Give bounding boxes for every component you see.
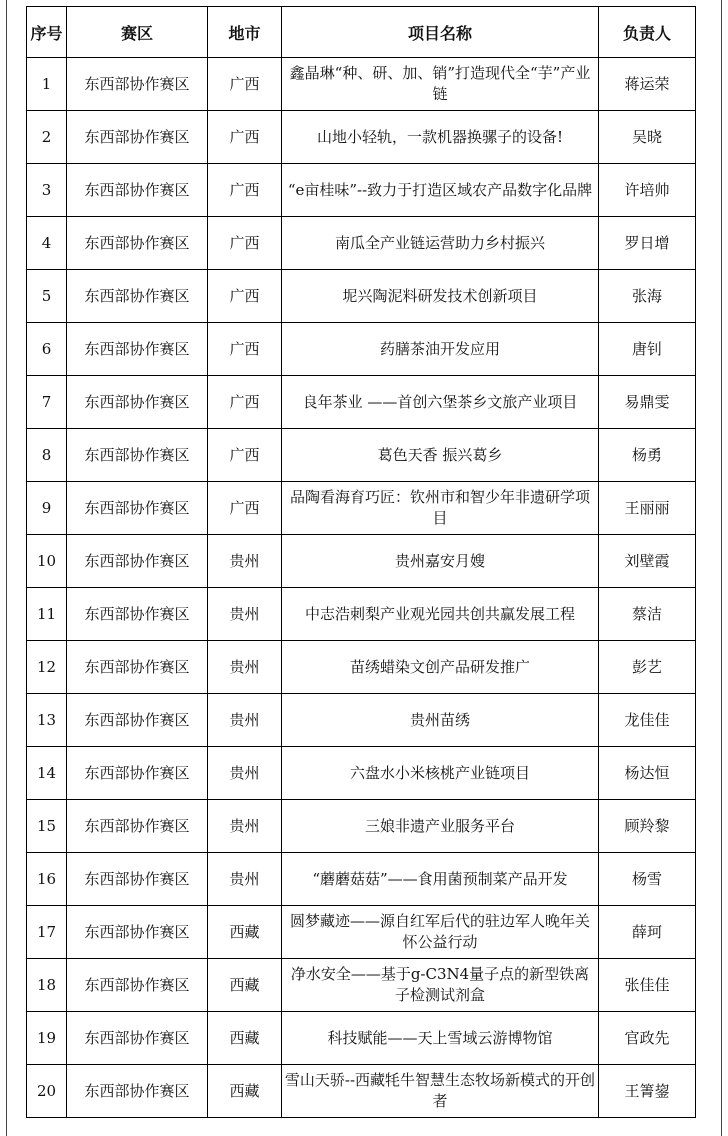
cell-project-name: 雪山天骄--西藏牦牛智慧生态牧场新模式的开创者 — [282, 1065, 599, 1118]
cell-region: 东西部协作赛区 — [67, 641, 208, 694]
cell-project-name: “e亩桂味”--致力于打造区域农产品数字化品牌 — [282, 164, 599, 217]
header-leader: 负责人 — [599, 7, 696, 58]
cell-project-name: 科技赋能——天上雪域云游博物馆 — [282, 1012, 599, 1065]
table-row — [27, 323, 696, 376]
table-row — [27, 1012, 696, 1065]
cell-project-name: 药膳茶油开发应用 — [282, 323, 599, 376]
table-row — [27, 959, 696, 1012]
cell-city: 广西 — [208, 270, 282, 323]
cell-seq: 8 — [27, 429, 67, 482]
cell-leader: 蒋运荣 — [599, 58, 696, 111]
cell-region: 东西部协作赛区 — [67, 164, 208, 217]
cell-region: 东西部协作赛区 — [67, 694, 208, 747]
table-row — [27, 535, 696, 588]
cell-seq: 9 — [27, 482, 67, 535]
cell-project-name: 中志浩刺梨产业观光园共创共赢发展工程 — [282, 588, 599, 641]
header-project-name: 项目名称 — [282, 7, 599, 58]
cell-city: 广西 — [208, 164, 282, 217]
cell-city: 广西 — [208, 482, 282, 535]
cell-city: 西藏 — [208, 1065, 282, 1118]
cell-leader: 唐钊 — [599, 323, 696, 376]
cell-region: 东西部协作赛区 — [67, 376, 208, 429]
table-row — [27, 747, 696, 800]
cell-seq: 17 — [27, 906, 67, 959]
cell-project-name: 山地小轻轨，一款机器换骡子的设备! — [282, 111, 599, 164]
cell-city: 贵州 — [208, 694, 282, 747]
cell-city: 贵州 — [208, 800, 282, 853]
cell-seq: 13 — [27, 694, 67, 747]
cell-seq: 16 — [27, 853, 67, 906]
table-row — [27, 376, 696, 429]
cell-project-name: 贵州苗绣 — [282, 694, 599, 747]
cell-seq: 11 — [27, 588, 67, 641]
table-row — [27, 641, 696, 694]
cell-seq: 14 — [27, 747, 67, 800]
table-row — [27, 906, 696, 959]
cell-city: 广西 — [208, 58, 282, 111]
cell-region: 东西部协作赛区 — [67, 906, 208, 959]
table-row — [27, 217, 696, 270]
cell-region: 东西部协作赛区 — [67, 217, 208, 270]
cell-seq: 3 — [27, 164, 67, 217]
page-edge-right — [721, 0, 722, 1136]
header-region: 赛区 — [67, 7, 208, 58]
table-row — [27, 588, 696, 641]
cell-leader: 龙佳佳 — [599, 694, 696, 747]
cell-seq: 18 — [27, 959, 67, 1012]
cell-project-name: 圆梦藏迹——源自红军后代的驻边军人晚年关怀公益行动 — [282, 906, 599, 959]
table-row — [27, 482, 696, 535]
header-seq: 序号 — [27, 7, 67, 58]
table-row — [27, 694, 696, 747]
cell-project-name: 贵州嘉安月嫂 — [282, 535, 599, 588]
cell-region: 东西部协作赛区 — [67, 800, 208, 853]
cell-seq: 7 — [27, 376, 67, 429]
cell-seq: 6 — [27, 323, 67, 376]
cell-leader: 蔡洁 — [599, 588, 696, 641]
cell-project-name: 南瓜全产业链运营助力乡村振兴 — [282, 217, 599, 270]
table-row — [27, 164, 696, 217]
cell-region: 东西部协作赛区 — [67, 111, 208, 164]
header-city: 地市 — [208, 7, 282, 58]
cell-city: 西藏 — [208, 1012, 282, 1065]
cell-leader: 官政先 — [599, 1012, 696, 1065]
cell-leader: 许培帅 — [599, 164, 696, 217]
cell-city: 西藏 — [208, 906, 282, 959]
cell-seq: 15 — [27, 800, 67, 853]
cell-city: 西藏 — [208, 959, 282, 1012]
cell-region: 东西部协作赛区 — [67, 535, 208, 588]
cell-project-name: 六盘水小米核桃产业链项目 — [282, 747, 599, 800]
projects-table — [26, 6, 696, 1118]
table-row — [27, 270, 696, 323]
cell-region: 东西部协作赛区 — [67, 429, 208, 482]
table-row — [27, 853, 696, 906]
cell-leader: 王丽丽 — [599, 482, 696, 535]
header-row — [27, 7, 696, 58]
cell-project-name: 鑫晶琳“种、研、加、销”打造现代全“芋”产业链 — [282, 58, 599, 111]
cell-region: 东西部协作赛区 — [67, 1065, 208, 1118]
cell-city: 广西 — [208, 217, 282, 270]
cell-city: 贵州 — [208, 853, 282, 906]
cell-region: 东西部协作赛区 — [67, 853, 208, 906]
table-row — [27, 58, 696, 111]
cell-city: 广西 — [208, 111, 282, 164]
table-row — [27, 1065, 696, 1118]
table-row — [27, 429, 696, 482]
cell-seq: 10 — [27, 535, 67, 588]
cell-region: 东西部协作赛区 — [67, 58, 208, 111]
cell-seq: 2 — [27, 111, 67, 164]
cell-leader: 薛珂 — [599, 906, 696, 959]
cell-city: 贵州 — [208, 747, 282, 800]
cell-region: 东西部协作赛区 — [67, 1012, 208, 1065]
table-row — [27, 800, 696, 853]
cell-leader: 王箐鋆 — [599, 1065, 696, 1118]
cell-leader: 杨勇 — [599, 429, 696, 482]
cell-city: 广西 — [208, 429, 282, 482]
cell-project-name: 三娘非遗产业服务平台 — [282, 800, 599, 853]
cell-leader: 罗日增 — [599, 217, 696, 270]
cell-leader: 刘壁霞 — [599, 535, 696, 588]
cell-project-name: 良年茶业 ——首创六堡茶乡文旅产业项目 — [282, 376, 599, 429]
cell-seq: 5 — [27, 270, 67, 323]
cell-leader: 张佳佳 — [599, 959, 696, 1012]
cell-city: 贵州 — [208, 641, 282, 694]
cell-seq: 4 — [27, 217, 67, 270]
cell-region: 东西部协作赛区 — [67, 588, 208, 641]
cell-project-name: 苗绣蜡染文创产品研发推广 — [282, 641, 599, 694]
table-row — [27, 111, 696, 164]
cell-city: 广西 — [208, 323, 282, 376]
cell-region: 东西部协作赛区 — [67, 323, 208, 376]
cell-project-name: 坭兴陶泥料研发技术创新项目 — [282, 270, 599, 323]
cell-region: 东西部协作赛区 — [67, 747, 208, 800]
cell-project-name: “蘑蘑菇菇”——食用菌预制菜产品开发 — [282, 853, 599, 906]
cell-leader: 杨达恒 — [599, 747, 696, 800]
cell-leader: 吴晓 — [599, 111, 696, 164]
cell-project-name: 品陶看海育巧匠：钦州市和智少年非遗研学项目 — [282, 482, 599, 535]
cell-leader: 顾羚黎 — [599, 800, 696, 853]
cell-project-name: 葛色天香 振兴葛乡 — [282, 429, 599, 482]
cell-city: 贵州 — [208, 588, 282, 641]
page-edge-left — [6, 0, 7, 1136]
cell-seq: 12 — [27, 641, 67, 694]
cell-leader: 杨雪 — [599, 853, 696, 906]
cell-seq: 20 — [27, 1065, 67, 1118]
cell-city: 贵州 — [208, 535, 282, 588]
cell-seq: 1 — [27, 58, 67, 111]
cell-city: 广西 — [208, 376, 282, 429]
cell-leader: 张海 — [599, 270, 696, 323]
cell-leader: 易鼎雯 — [599, 376, 696, 429]
cell-leader: 彭艺 — [599, 641, 696, 694]
cell-region: 东西部协作赛区 — [67, 482, 208, 535]
cell-region: 东西部协作赛区 — [67, 959, 208, 1012]
cell-seq: 19 — [27, 1012, 67, 1065]
table-body — [27, 58, 696, 1118]
projects-table-container — [26, 6, 696, 1118]
cell-region: 东西部协作赛区 — [67, 270, 208, 323]
cell-project-name: 净水安全——基于g-C3N4量子点的新型铁离子检测试剂盒 — [282, 959, 599, 1012]
